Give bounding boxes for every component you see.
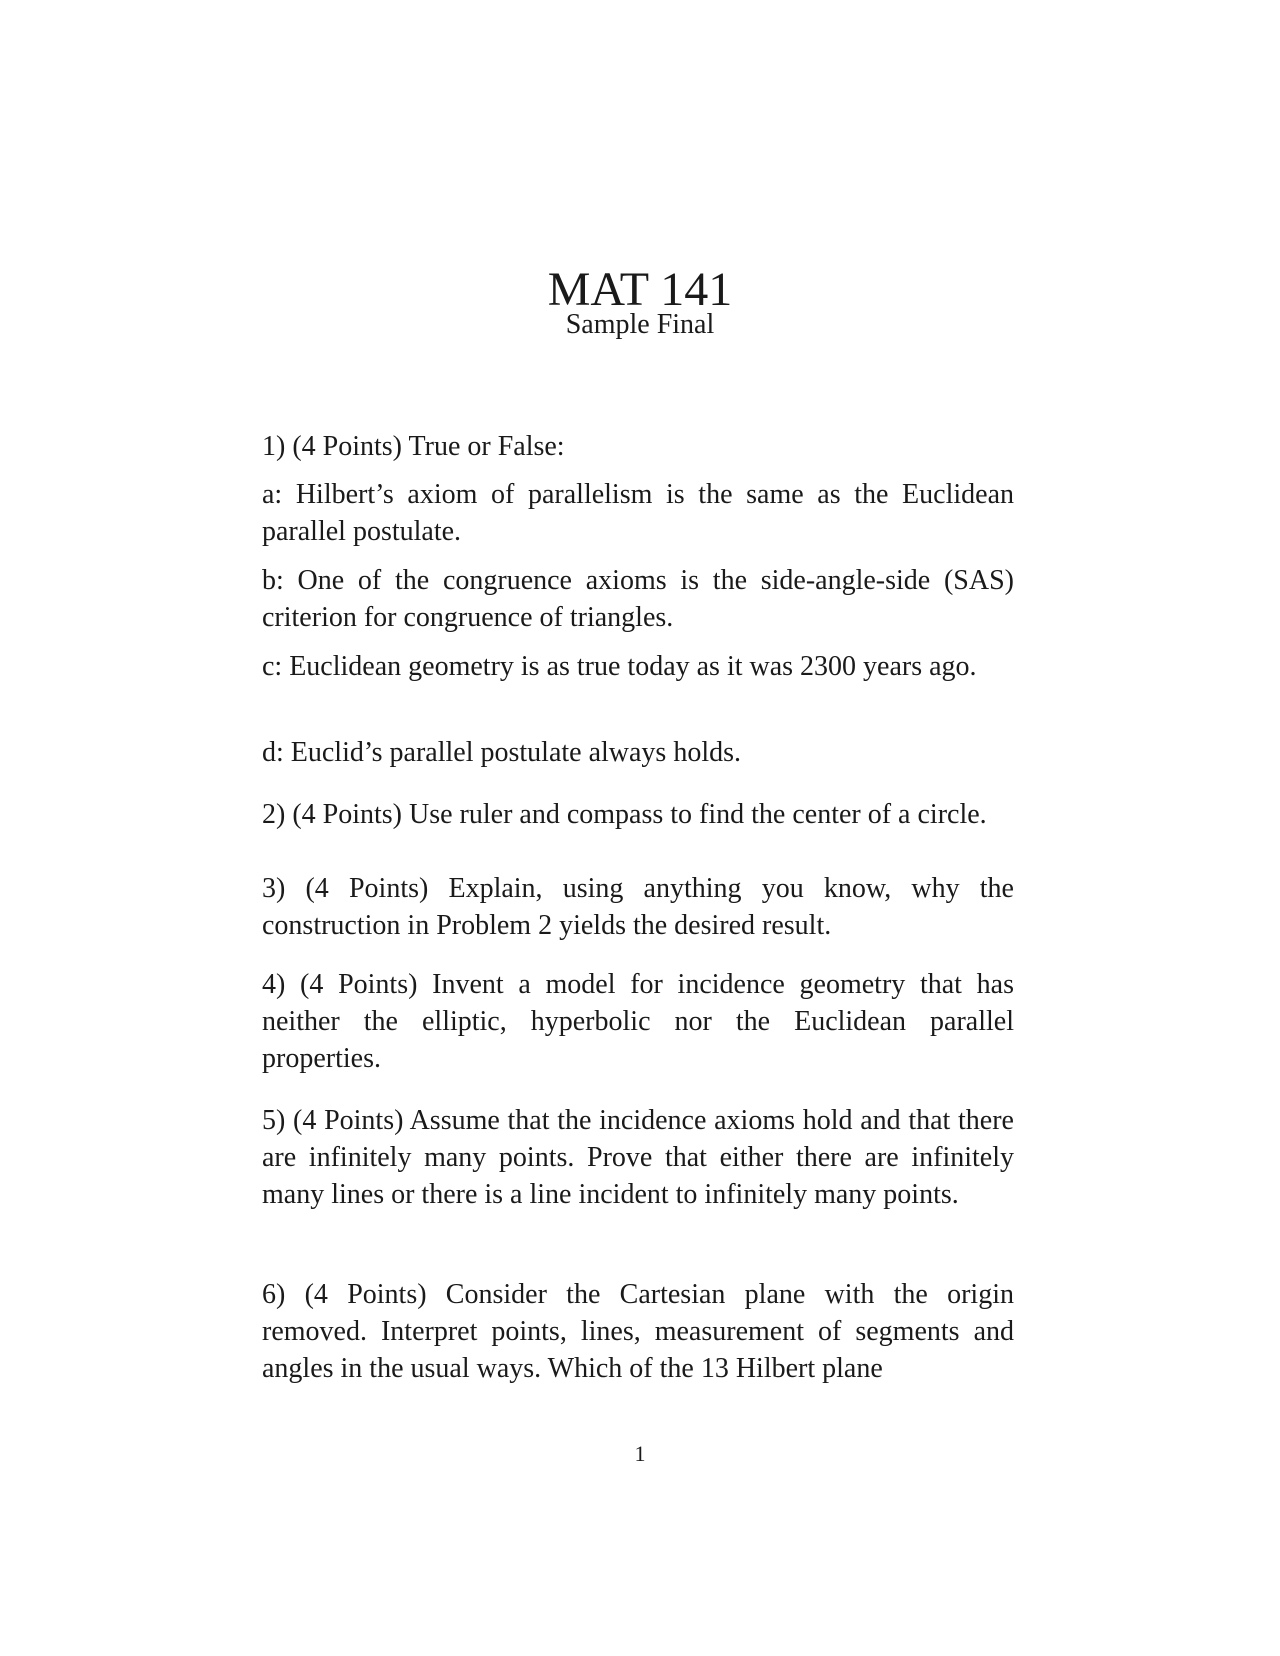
problem-3: 3) (4 Points) Explain, using anything you know, why the construction in Problem 2 yields the desired result. [262, 873, 1014, 941]
problem-5: 5) (4 Points) Assume that the incidence axioms hold and that there are infinitely many points. Prove that either there are infinitely many lines or there is a line incident to infinitely many points. [262, 1105, 1014, 1210]
problem-6: 6) (4 Points) Consider the Cartesian plane with the origin removed. Interpret points, lines, measurement of segments and angles in the usual ways. Which of the 13 Hilbert plane [262, 1279, 1014, 1384]
problem-1-part-b: b: One of the congruence axioms is the side-angle-side (SAS) criterion for congruence of triangles. [262, 565, 1014, 633]
problem-2: 2) (4 Points) Use ruler and compass to find the center of a circle. [262, 799, 987, 830]
problem-1-part-d: d: Euclid’s parallel postulate always holds. [262, 737, 742, 768]
problem-4: 4) (4 Points) Invent a model for incidence geometry that has neither the elliptic, hyperbolic nor the Euclidean parallel properties. [262, 969, 1014, 1074]
page-number: 1 [634, 1441, 646, 1466]
page-subtitle: Sample Final [565, 309, 715, 340]
page-title: MAT 141 [547, 263, 733, 316]
problem-1-part-a: a: Hilbert’s axiom of parallelism is the same as the Euclidean parallel postulate. [262, 479, 1014, 547]
problem-1-part-c: c: Euclidean geometry is as true today as it was 2300 years ago. [262, 651, 977, 682]
problem-1-intro: 1) (4 Points) True or False: [262, 431, 565, 462]
